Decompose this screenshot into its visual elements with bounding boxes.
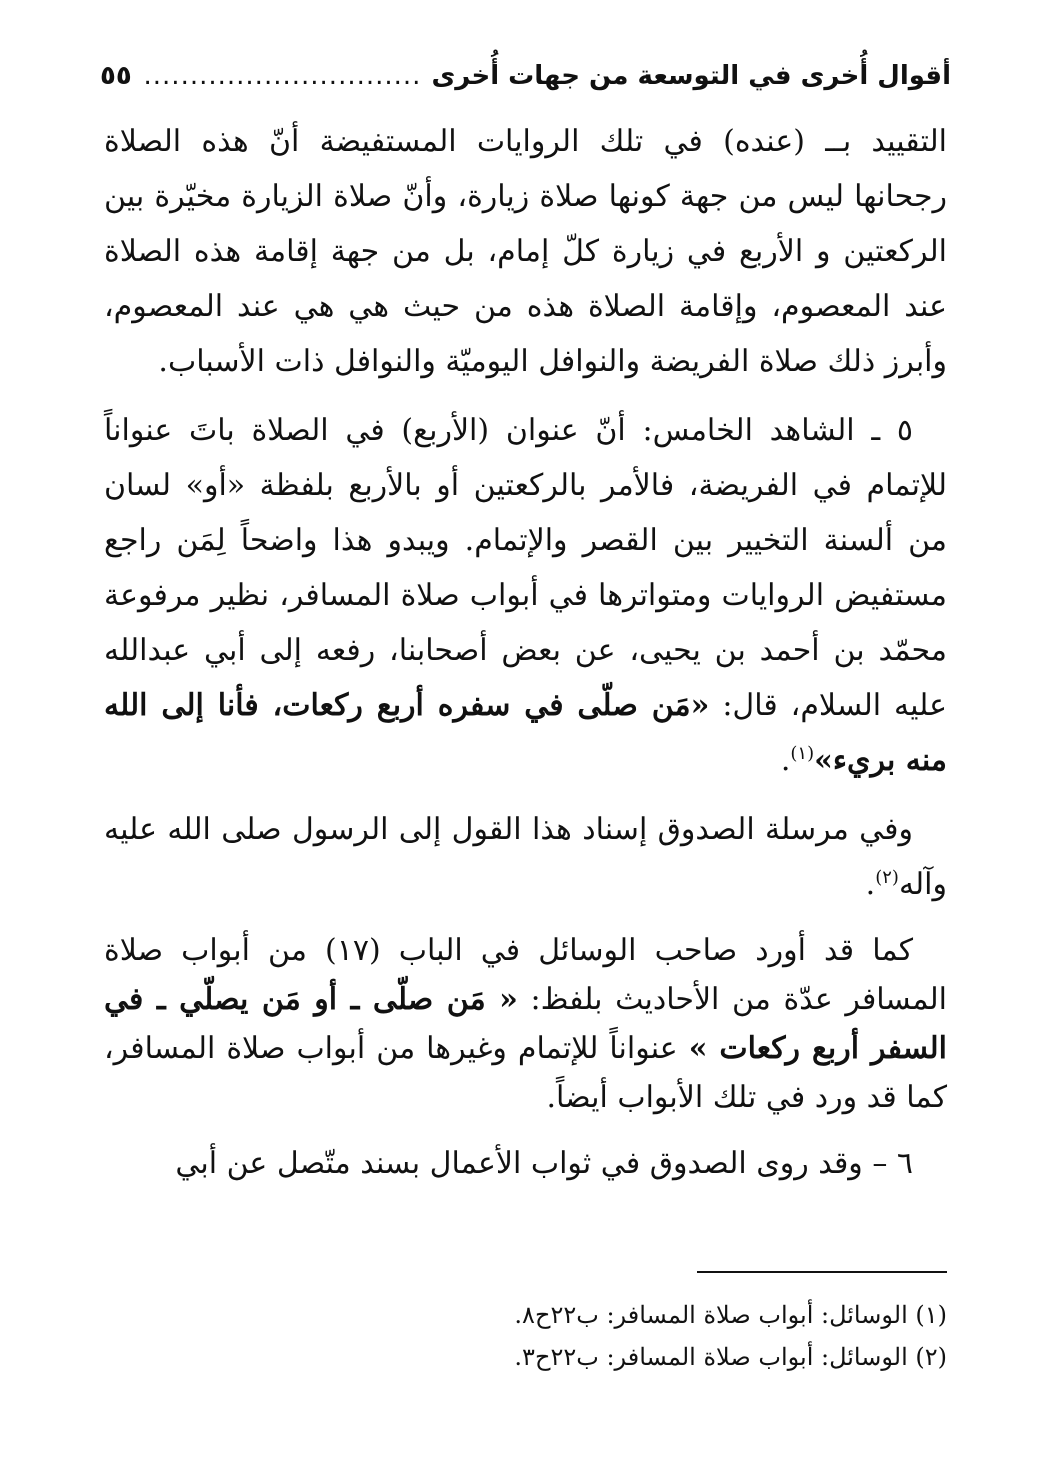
paragraph-3-end: .: [865, 867, 876, 902]
header-leader-dots: [142, 61, 422, 91]
paragraph-2: [104, 403, 947, 788]
paragraph-4: [104, 926, 947, 1122]
paragraph-1: التقييد بــ (عنده) في تلك الروايات المستفيضة أنّ هذه الصلاة رجحانها ليس من جهة كونها صلاة زيارة، وأنّ صلاة الزيارة مخيّرة بين الركعتين و الأربع في زيارة كلّ إمام، بل من جهة إقامة هذه الصلاة عند المعصوم، وإقامة الصلاة هذه من حيث هي هي عند المعصوم، وأبرز ذلك صلاة الفريضة والنوافل اليوميّة والنوافل ذات الأسباب.: [104, 124, 947, 379]
footnote-ref-2: (٢): [875, 867, 899, 888]
paragraph-2-end: .: [780, 743, 791, 778]
paragraph-3-text: وفي مرسلة الصدوق إسناد هذا القول إلى الرسول صلى الله عليه وآله: [104, 812, 947, 902]
hadith-phrase: « مَن صلّى ـ أو مَن يصلّي ـ في السفر أربع ركعات »: [104, 982, 947, 1066]
body-text: [104, 114, 947, 1205]
paragraph-3: [104, 802, 947, 912]
paragraph-4-text-a: كما قد أورد صاحب الوسائل في الباب (١٧) من أبواب صلاة المسافر عدّة من الأحاديث بلفظ:: [104, 933, 948, 1017]
hadith-quote: «مَن صلّى في سفره أربع ركعات، فأنا إلى الله منه بريء»: [104, 688, 947, 778]
paragraph-4-text-b: عنواناً للإتمام وغيرها من أبواب صلاة المسافر، كما قد ورد في تلك الأبواب أيضاً.: [104, 1031, 947, 1115]
footnotes: [104, 1294, 947, 1378]
footnote-separator: [697, 1271, 947, 1273]
footnote-ref-1: (١): [790, 743, 815, 764]
footnote-2: (٢) الوسائل: أبواب صلاة المسافر: ب٢٢ح٣.: [514, 1343, 947, 1371]
running-header: [100, 54, 951, 98]
footnote-1: (١) الوسائل: أبواب صلاة المسافر: ب٢٢ح٨.: [514, 1301, 947, 1329]
page-number: ٥٥: [100, 61, 132, 91]
paragraph-5: ٦ – وقد روى الصدوق في ثواب الأعمال بسند متّصل عن أبي: [175, 1146, 913, 1181]
paragraph-2-text: ٥ ـ الشاهد الخامس: أنّ عنوان (الأربع) في الصلاة باتَ عنواناً للإتمام في الفريضة، فالأمر بالركعتين أو بالأربع بلفظة «أو» لسان من ألسنة التخيير بين القصر والإتمام. ويبدو هذا واضحاً لِمَن راجع مستفيض الروايات ومتواترها في أبواب صلاة المسافر، نظير مرفوعة محمّد بن أحمد بن يحيى، عن بعض أصحابنا، رفعه إلى أبي عبدالله عليه السلام، قال:: [104, 413, 947, 723]
header-title: أقوال أُخرى في التوسعة من جهات أُخرى: [431, 61, 951, 91]
